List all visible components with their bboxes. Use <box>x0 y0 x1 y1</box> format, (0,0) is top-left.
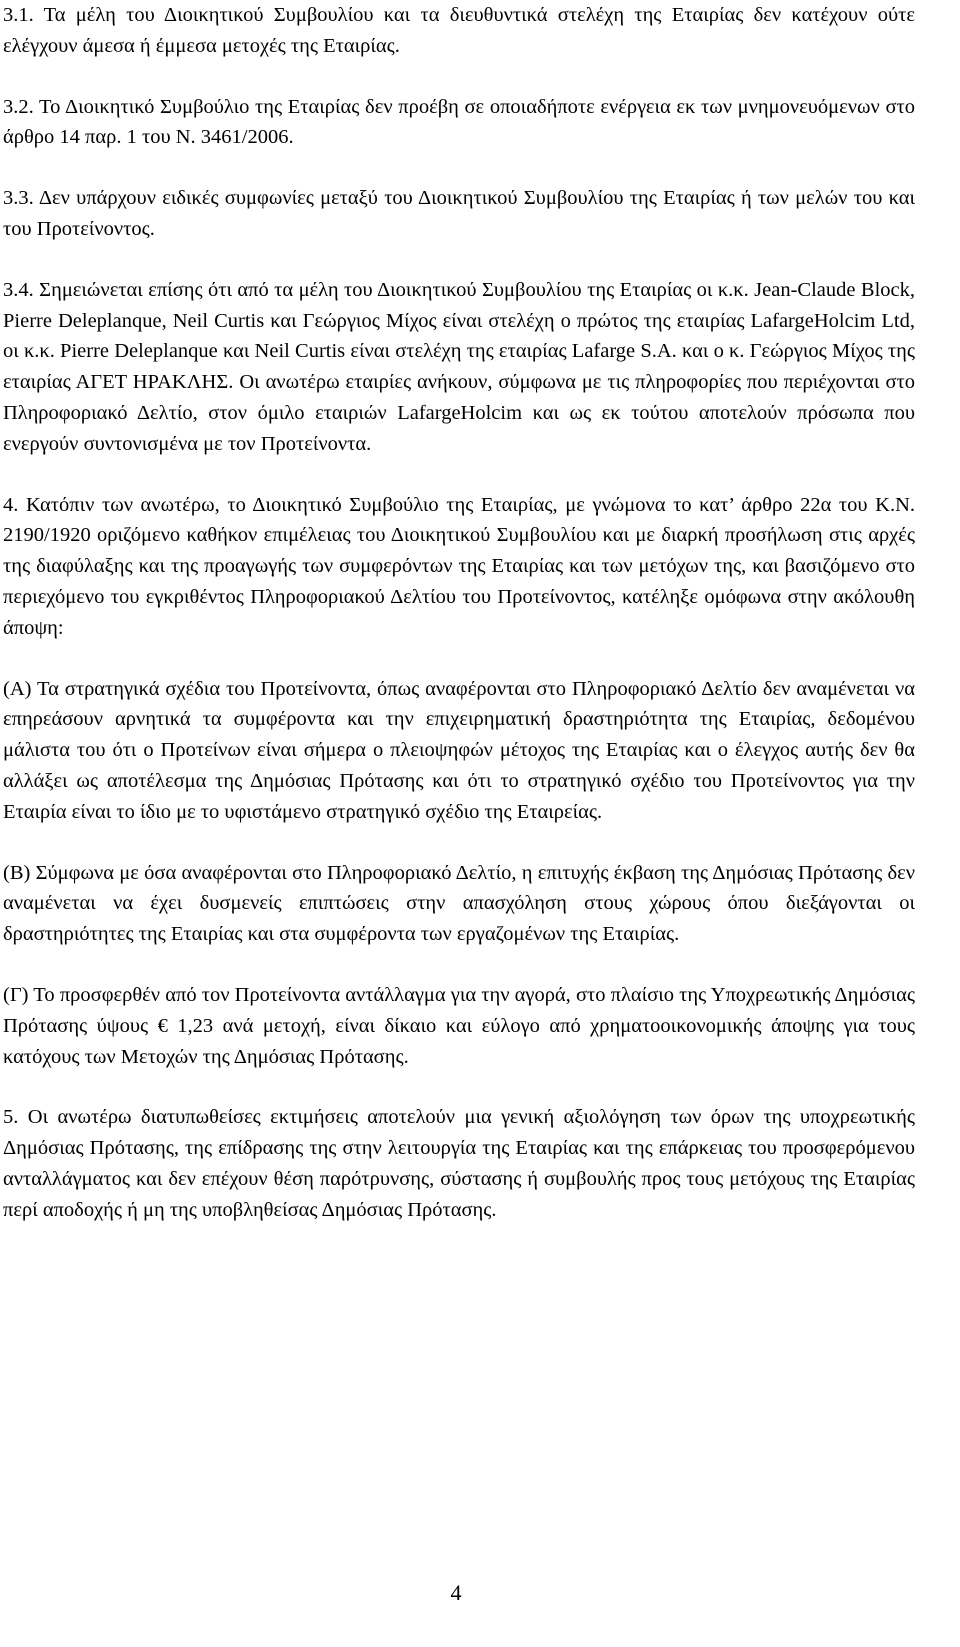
paragraph-a: (Α) Τα στρατηγικά σχέδια του Προτείνοντα, όπως αναφέρονται στο Πληροφοριακό Δελτίο δεν αναμένεται να επηρεάσουν αρνητικά τα συμφέροντα και την επιχειρηματική δραστηριότητα της Εταιρίας, δεδομένου μάλιστα του ότι ο Προτείνων είναι σήμερα ο πλειοψηφών μέτοχος της Εταιρίας και ο έλεγχος αυτής δεν θα αλλάξει ως αποτέλεσμα της Δημόσιας Πρότασης και ότι το στρατηγικό σχέδιο του Προτείνοντος για την Εταιρία είναι το ίδιο με το υφιστάμενο στρατηγικό σχέδιο της Εταιρείας. <box>3 677 915 823</box>
page-number: 4 <box>450 1580 462 1605</box>
paragraph-c: (Γ) Το προσφερθέν από τον Προτείνοντα αντάλλαγμα για την αγορά, στο πλαίσιο της Υποχρεωτικής Δημόσιας Πρότασης ύψους € 1,23 ανά μετοχή, είναι δίκαιο και εύλογο από χρηματοοικονομικής άποψης για τους κατόχους των Μετοχών της Δημόσιας Πρότασης. <box>3 983 915 1068</box>
paragraph-3-1: 3.1. Τα μέλη του Διοικητικού Συμβουλίου και τα διευθυντικά στελέχη της Εταιρίας δεν κατέχουν ούτε ελέγχουν άμεσα ή έμμεσα μετοχές της Εταιρίας. <box>3 4 915 57</box>
paragraph-3-3: 3.3. Δεν υπάρχουν ειδικές συμφωνίες μεταξύ του Διοικητικού Συμβουλίου της Εταιρίας ή των μελών του και του Προτείνοντος. <box>3 187 915 240</box>
paragraph-4: 4. Κατόπιν των ανωτέρω, το Διοικητικό Συμβούλιο της Εταιρίας, με γνώμονα το κατ’ άρθρο 22α του Κ.Ν. 2190/1920 οριζόμενο καθήκον επιμέλειας του Διοικητικού Συμβουλίου και με διαρκή προσήλωση στις αρχές της διαφύλαξης και της προαγωγής των συμφερόντων της Εταιρίας και των μετόχων της, και βασιζόμενο στο περιεχόμενο του εγκριθέντος Πληροφοριακού Δελτίου του Προτείνοντος, κατέληξε ομόφωνα στην ακόλουθη άποψη: <box>3 493 915 639</box>
paragraph-b: (Β) Σύμφωνα με όσα αναφέρονται στο Πληροφοριακό Δελτίο, η επιτυχής έκβαση της Δημόσιας Πρότασης δεν αναμένεται να έχει δυσμενείς επιπτώσεις στην απασχόληση στους χώρους όπου διεξάγονται οι δραστηριότητες της Εταιρίας και στα συμφέροντα των εργαζομένων της Εταιρίας. <box>3 861 915 946</box>
paragraph-3-2: 3.2. Το Διοικητικό Συμβούλιο της Εταιρίας δεν προέβη σε οποιαδήποτε ενέργεια εκ των μνημονευόμενων στο άρθρο 14 παρ. 1 του Ν. 3461/2006. <box>3 95 915 149</box>
paragraph-3-4: 3.4. Σημειώνεται επίσης ότι από τα μέλη του Διοικητικού Συμβουλίου της Εταιρίας οι κ.κ. Jean-Claude Block, Pierre Deleplanque, Neil Curtis και Γεώργιος Μίχος είναι στελέχη ο πρώτος της εταιρίας LafargeHolcim Ltd, οι κ.κ. Pierre Deleplanque και Neil Curtis είναι στελέχη της εταιρίας Lafarge S.A. και ο κ. Γεώργιος Μίχος της εταιρίας ΑΓΕΤ ΗΡΑΚΛΗΣ. Οι ανωτέρω εταιρίες ανήκουν, σύμφωνα με τις πληροφορίες που περιέχονται στο Πληροφοριακό Δελτίο, στον όμιλο εταιριών LafargeHolcim και ως εκ τούτου αποτελούν πρόσωπα που ενεργούν συντονισμένα με τον Προτείνοντα. <box>3 278 915 455</box>
paragraph-5: 5. Οι ανωτέρω διατυπωθείσες εκτιμήσεις αποτελούν μια γενική αξιολόγηση των όρων της υποχρεωτικής Δημόσιας Πρότασης, της επίδρασης της στην λειτουργία της Εταιρίας και της επάρκειας του προσφερόμενου ανταλλάγματος και δεν επέχουν θέση παρότρυνσης, σύστασης ή συμβουλής προς τους μετόχους της Εταιρίας περί αποδοχής ή μη της υποβληθείσας Δημόσιας Πρότασης. <box>3 1106 915 1221</box>
document-body <box>3 0 915 1226</box>
